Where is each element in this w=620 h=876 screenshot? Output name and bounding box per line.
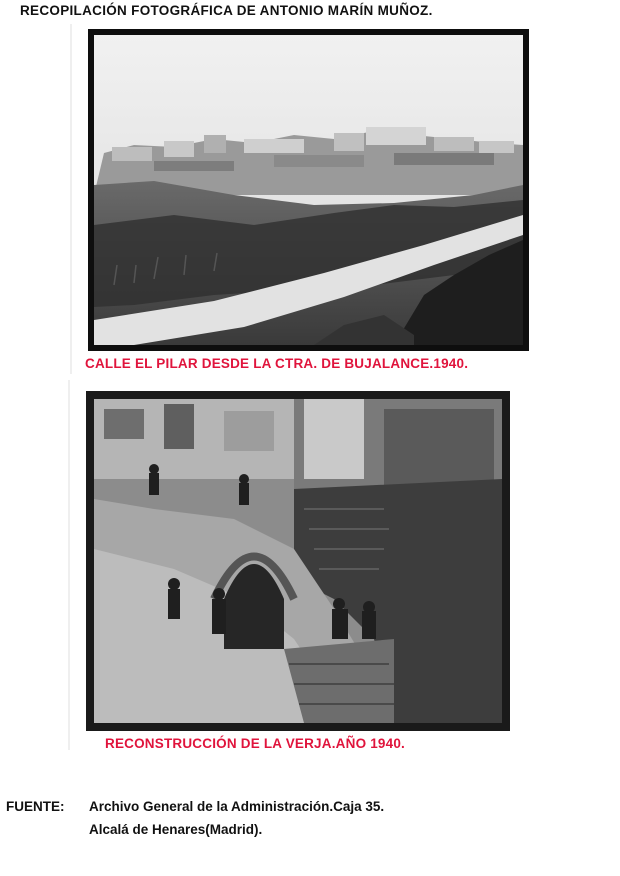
source-label: FUENTE: [6, 799, 65, 814]
photo-calle-el-pilar [88, 29, 529, 351]
reconstruction-photo-image [94, 399, 502, 723]
photo-reconstruccion-verja [86, 391, 510, 731]
photo-caption-1: CALLE EL PILAR DESDE LA CTRA. DE BUJALANCE.1940. [85, 356, 469, 371]
source-line-2: Alcalá de Henares(Madrid). [89, 822, 263, 837]
landscape-photo-image [94, 35, 523, 345]
source-line-1: Archivo General de la Administración.Caja 35. [89, 799, 385, 814]
photo-caption-2: RECONSTRUCCIÓN DE LA VERJA.AÑO 1940. [105, 736, 406, 751]
page-title: RECOPILACIÓN FOTOGRÁFICA DE ANTONIO MARÍN MUÑOZ. [20, 3, 433, 18]
